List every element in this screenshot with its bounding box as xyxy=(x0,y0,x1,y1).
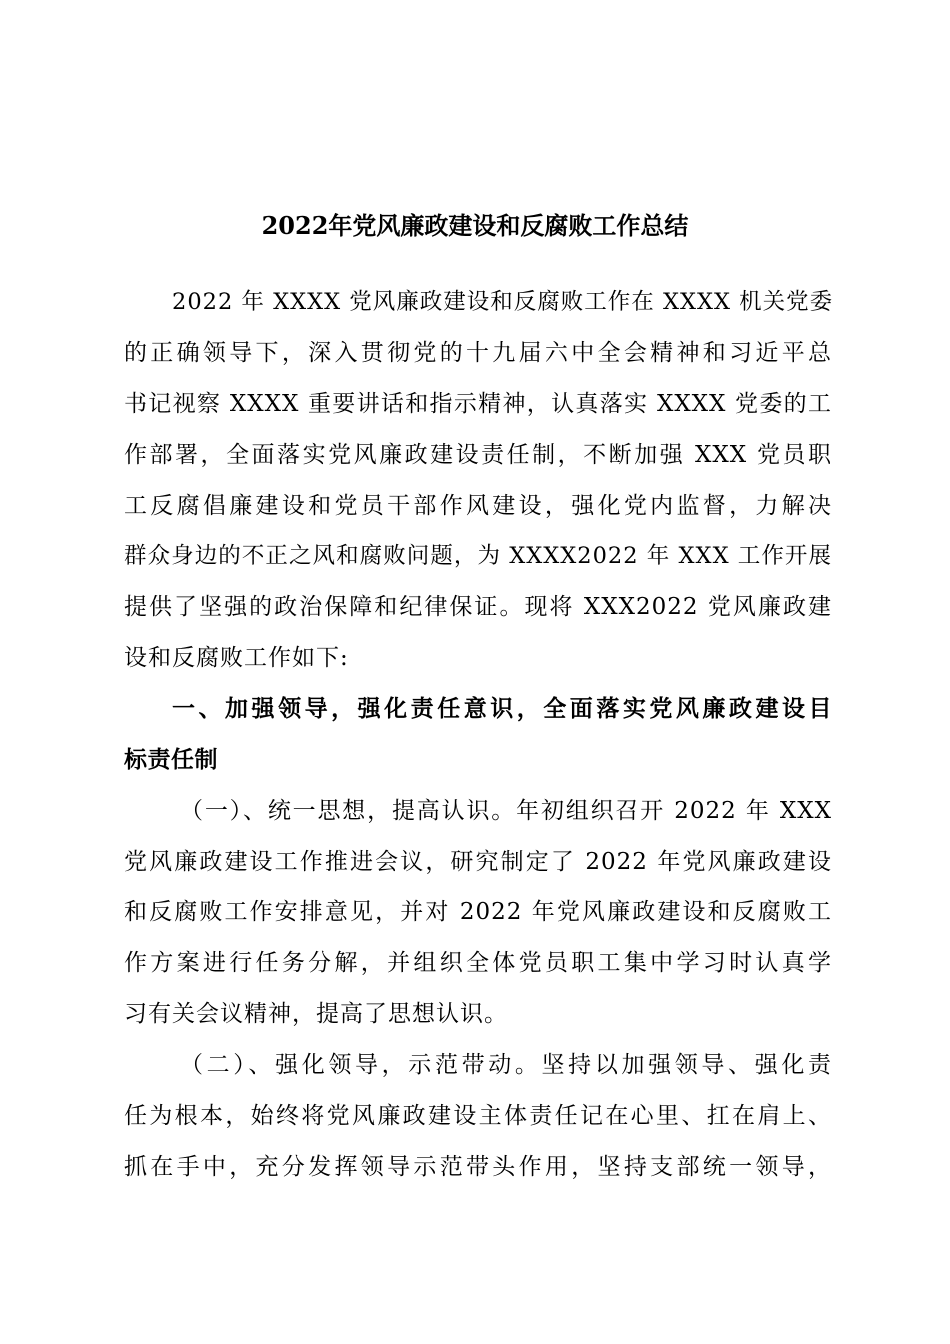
paragraph-line: 的正确领导下，深入贯彻党的十九届六中全会精神和习近平总 xyxy=(124,340,832,366)
paragraph-line: 作方案进行任务分解，并组织全体党员职工集中学习时认真学 xyxy=(124,950,832,976)
paragraph-line: 党风廉政建设工作推进会议，研究制定了 2022 年党风廉政建设 xyxy=(124,849,832,875)
paragraph-line: 抓在手中，充分发挥领导示范带头作用，坚持支部统一领导， xyxy=(124,1154,832,1180)
paragraph-line: 群众身边的不正之风和腐败问题，为 XXXX2022 年 XXX 工作开展 xyxy=(124,543,832,569)
paragraph-line: 提供了坚强的政治保障和纪律保证。现将 XXX2022 党风廉政建 xyxy=(124,594,832,620)
paragraph-line: 工反腐倡廉建设和党员干部作风建设，强化党内监督，力解决 xyxy=(124,493,832,519)
section-heading-line: 一、加强领导，强化责任意识，全面落实党风廉政建设目 xyxy=(172,696,832,722)
document-title: 2022年党风廉政建设和反腐败工作总结 xyxy=(261,211,689,240)
paragraph-line: 书记视察 XXXX 重要讲话和指示精神，认真落实 XXXX 党委的工 xyxy=(124,391,832,417)
paragraph-line: 和反腐败工作安排意见，并对 2022 年党风廉政建设和反腐败工 xyxy=(124,899,832,925)
paragraph-line: 2022 年 XXXX 党风廉政建设和反腐败工作在 XXXX 机关党委 xyxy=(172,289,834,315)
paragraph-line: 任为根本，始终将党风廉政建设主体责任记在心里、扛在肩上、 xyxy=(124,1103,832,1129)
section-heading-line: 标责任制 xyxy=(124,747,218,773)
paragraph-line: （一）、统一思想，提高认识。年初组织召开 2022 年 XXX xyxy=(180,798,832,824)
paragraph-line: 作部署，全面落实党风廉政建设责任制，不断加强 XXX 党员职 xyxy=(124,442,832,468)
paragraph-line: （二）、强化领导，示范带动。坚持以加强领导、强化责 xyxy=(180,1052,832,1078)
paragraph-line: 设和反腐败工作如下: xyxy=(124,645,349,671)
paragraph-line: 习有关会议精神，提高了思想认识。 xyxy=(124,1001,508,1027)
